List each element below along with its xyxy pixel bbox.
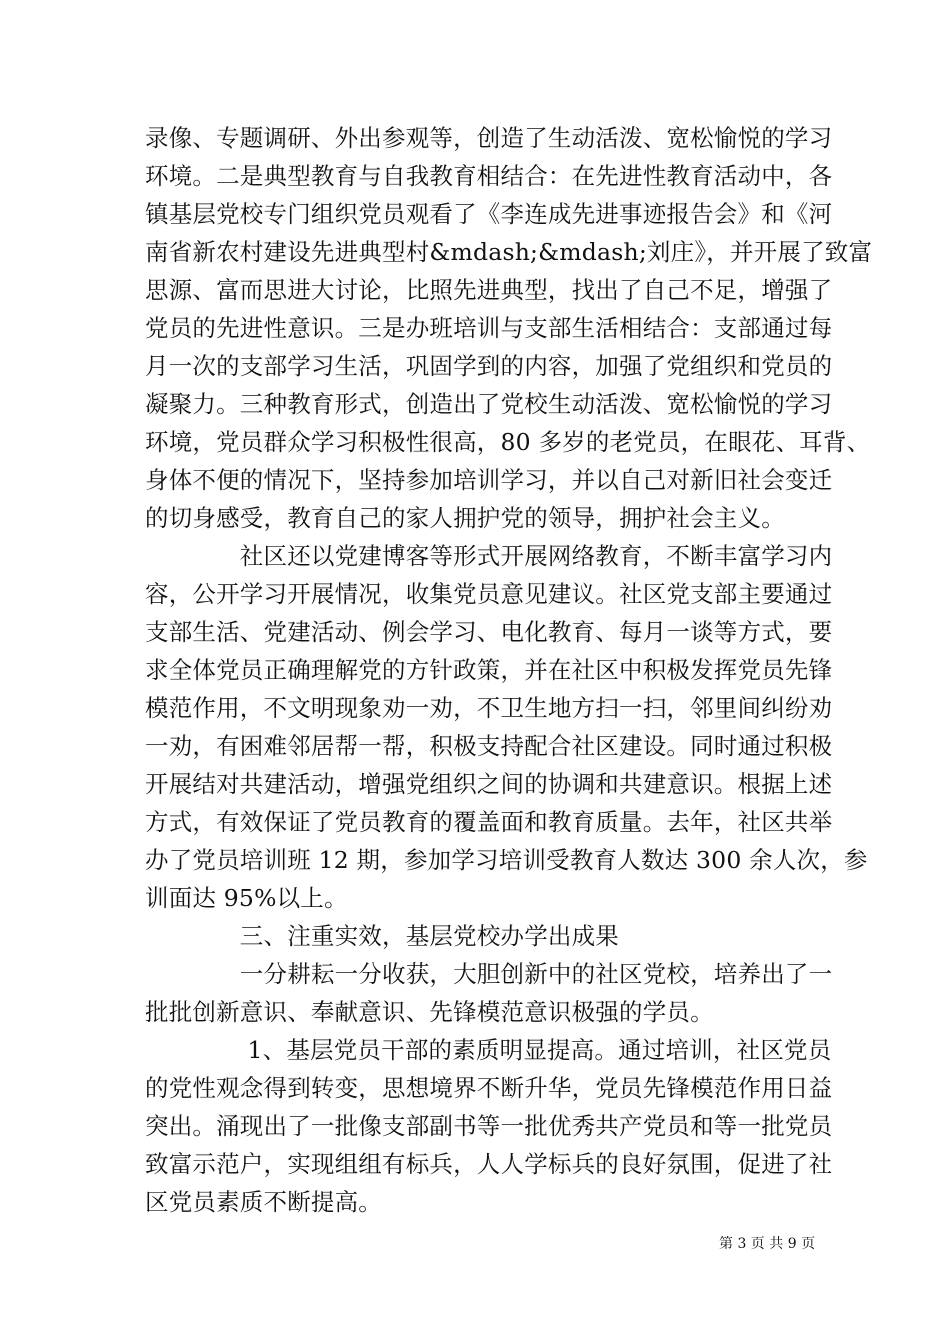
body-text-line: 月一次的支部学习生活，巩固学到的内容，加强了党组织和党员的 <box>145 352 833 380</box>
body-text-line: 社区还以党建博客等形式开展网络教育，不断丰富学习内 <box>145 542 833 570</box>
body-text-line: 区党员素质不断提高。 <box>145 1188 382 1216</box>
body-text-line: 支部生活、党建活动、例会学习、电化教育、每月一谈等方式，要 <box>145 618 833 646</box>
body-text-line: 环境。二是典型教育与自我教育相结合：在先进性教育活动中，各 <box>145 162 833 190</box>
body-text-line: 凝聚力。三种教育形式，创造出了党校生动活泼、宽松愉悦的学习 <box>145 390 833 418</box>
body-text-line: 一劝，有困难邻居帮一帮，积极支持配合社区建设。同时通过积极 <box>145 732 833 760</box>
body-text-line: 一分耕耘一分收获，大胆创新中的社区党校，培养出了一 <box>145 960 833 988</box>
body-text-line: 容，公开学习开展情况，收集党员意见建议。社区党支部主要通过 <box>145 580 833 608</box>
body-text-line: 环境，党员群众学习积极性很高，80 多岁的老党员，在眼花、耳背、 <box>145 428 871 456</box>
body-text-line: 训面达 95%以上。 <box>145 884 348 912</box>
body-text-line: 方式，有效保证了党员教育的覆盖面和教育质量。去年，社区共举 <box>145 808 833 836</box>
body-text-line: 批批创新意识、奉献意识、先锋模范意识极强的学员。 <box>145 998 714 1026</box>
body-text-line: 身体不便的情况下，坚持参加培训学习，并以自己对新旧社会变迁 <box>145 466 833 494</box>
body-text-line: 1、基层党员干部的素质明显提高。通过培训，社区党员 <box>145 1036 832 1064</box>
body-text-line: 镇基层党校专门组织党员观看了《李连成先进事迹报告会》和《河 <box>145 200 833 228</box>
section-heading: 三、注重实效，基层党校办学出成果 <box>145 922 619 950</box>
body-text-line: 南省新农村建设先进典型村&mdash;&mdash;刘庄》，并开展了致富 <box>145 238 873 266</box>
body-text-line: 的切身感受，教育自己的家人拥护党的领导，拥护社会主义。 <box>145 504 785 532</box>
body-text-line: 突出。涌现出了一批像支部副书等一批优秀共产党员和等一批党员 <box>145 1112 833 1140</box>
body-text-line: 思源、富而思进大讨论，比照先进典型，找出了自己不足，增强了 <box>145 276 833 304</box>
body-text-line: 录像、专题调研、外出参观等，创造了生动活泼、宽松愉悦的学习 <box>145 124 833 152</box>
body-text-line: 办了党员培训班 12 期，参加学习培训受教育人数达 300 余人次，参 <box>145 846 868 874</box>
body-text-line: 的党性观念得到转变，思想境界不断升华，党员先锋模范作用日益 <box>145 1074 833 1102</box>
body-text-line: 开展结对共建活动，增强党组织之间的协调和共建意识。根据上述 <box>145 770 833 798</box>
page-number-footer: 第 3 页 共 9 页 <box>719 1236 816 1252</box>
body-text-line: 党员的先进性意识。三是办班培训与支部生活相结合：支部通过每 <box>145 314 833 342</box>
body-text-line: 模范作用，不文明现象劝一劝，不卫生地方扫一扫，邻里间纠纷劝 <box>145 694 833 722</box>
body-text-line: 求全体党员正确理解党的方针政策，并在社区中积极发挥党员先锋 <box>145 656 833 684</box>
body-text-line: 致富示范户，实现组组有标兵，人人学标兵的良好氛围，促进了社 <box>145 1150 833 1178</box>
